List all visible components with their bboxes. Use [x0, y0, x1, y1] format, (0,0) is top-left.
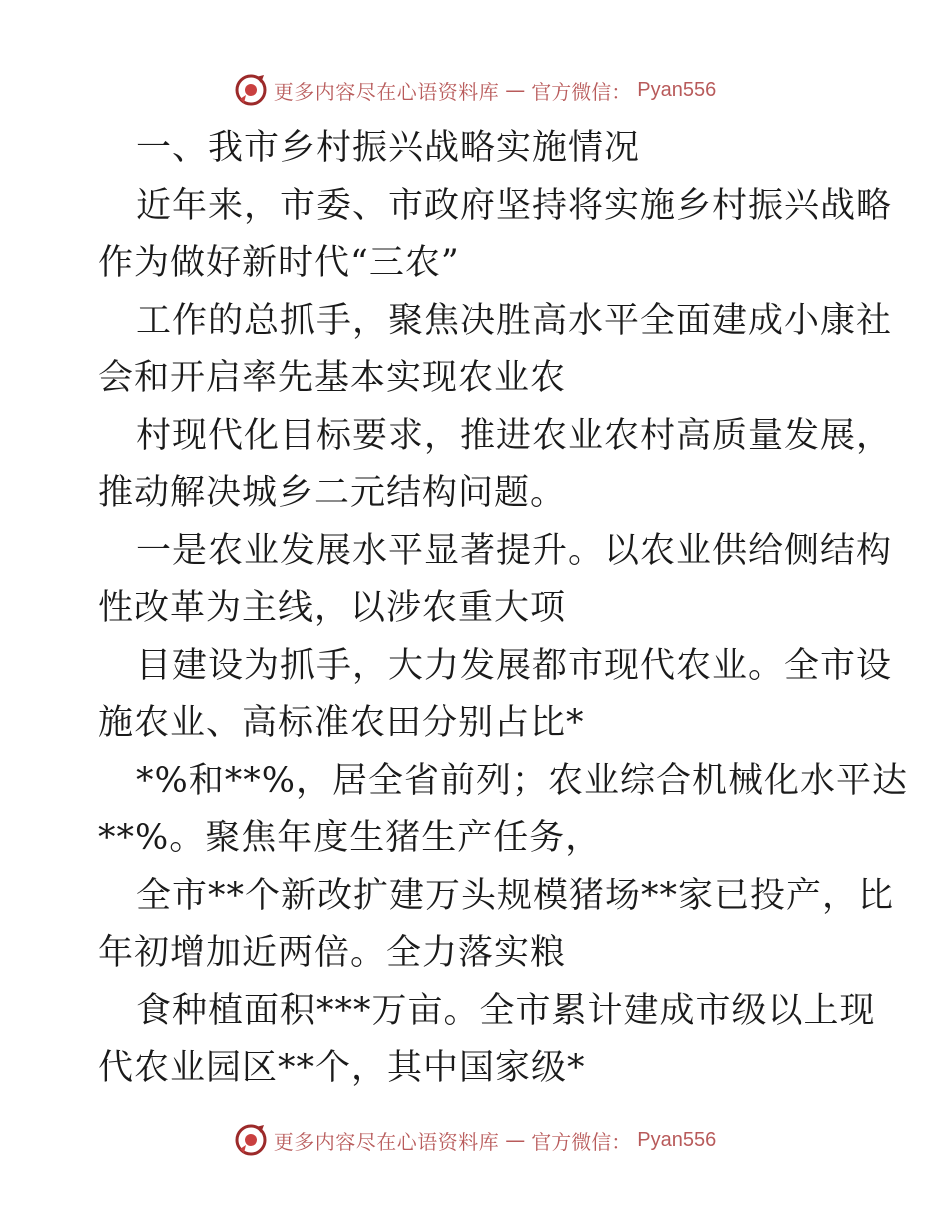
- pen-logo-icon: [234, 1123, 268, 1157]
- watermark-subtext: 官方微信：: [531, 79, 632, 104]
- text-line: 作为做好新时代“三农”: [98, 243, 460, 283]
- text-line: 食种植面积***万亩。全市累计建成市级以上现: [136, 990, 876, 1031]
- text-line: **%。聚焦年度生猪生产任务，: [98, 818, 602, 858]
- text-line: 一、我市乡村振兴战略实施情况: [136, 128, 641, 168]
- text-line: 近年来，市委、市政府坚持将实施乡村振兴战略: [136, 185, 893, 226]
- text-line: 工作的总抓手，聚焦决胜高水平全面建成小康社: [136, 300, 893, 341]
- text-line: 性改革为主线，以涉农重大项: [98, 588, 567, 628]
- text-line: 村现代化目标要求，推进农业农村高质量发展，: [136, 415, 893, 456]
- header-watermark: [0, 70, 950, 110]
- text-line: 一是农业发展水平显著提升。以农业供给侧结构: [136, 530, 893, 571]
- watermark-subtext: 官方微信：: [531, 1129, 632, 1154]
- footer-watermark: [0, 1120, 950, 1160]
- watermark-id: Pyan556: [637, 1128, 717, 1151]
- text-line: 年初增加近两倍。全力落实粮: [98, 933, 567, 973]
- text-line: 代农业园区**个，其中国家级*: [98, 1048, 586, 1088]
- text-line: 推动解决城乡二元结构问题。: [98, 473, 567, 513]
- pen-logo-icon: [234, 73, 268, 107]
- text-line: 会和开启率先基本实现农业农: [98, 358, 567, 398]
- text-line: *%和**%，居全省前列；农业综合机械化水平达: [136, 760, 909, 801]
- watermark-separator: —: [505, 1128, 526, 1152]
- text-line: 目建设为抓手，大力发展都市现代农业。全市设: [136, 645, 893, 686]
- text-line: 施农业、高标准农田分别占比*: [98, 703, 585, 743]
- watermark-text: 更多内容尽在心语资料库: [273, 79, 500, 104]
- text-line: 全市**个新改扩建万头规模猪场**家已投产，比: [136, 875, 895, 916]
- document-body: [98, 120, 909, 1098]
- watermark-text: 更多内容尽在心语资料库: [273, 1129, 500, 1154]
- watermark-separator: —: [505, 78, 526, 102]
- watermark-id: Pyan556: [637, 78, 717, 101]
